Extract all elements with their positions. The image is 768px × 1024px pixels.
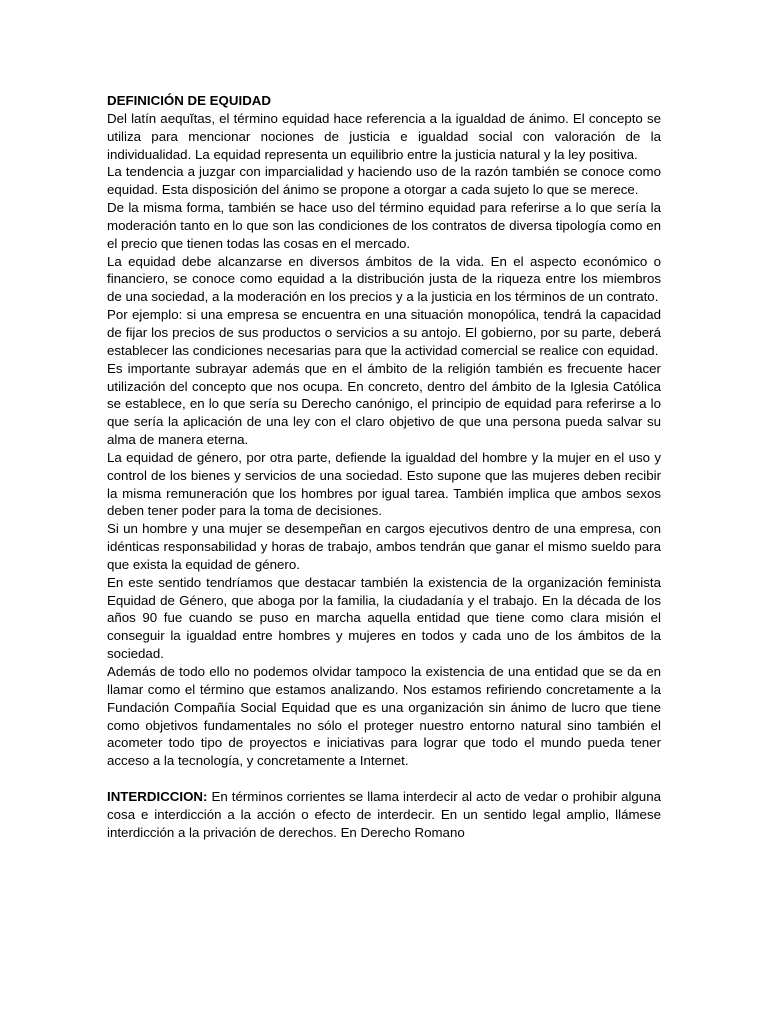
paragraph: Además de todo ello no podemos olvidar tampoco la existencia de una entidad que se da en llamar como el término que estamos analizando. Nos estamos refiriendo concretamente a la Fundación Compañía Social Equidad que es una organización sin ánimo de lucro que tiene como objetivos fundamentales no sólo el proteger nuestro entorno natural sino también el acometer todo tipo de proyectos e iniciativas para lograr que todo el mundo pueda tener acceso a la tecnología, y concretamente a Internet. (107, 664, 661, 769)
paragraph-spacer (107, 770, 661, 788)
section-heading-equidad: DEFINICIÓN DE EQUIDAD (107, 93, 272, 108)
interdiccion-text: En términos corrientes se llama interdecir al acto de vedar o prohibir alguna cosa e interdicción a la acción o efecto de interdecir. En un sentido legal amplio, llámese interdicción a la privación de derechos. En Derecho Romano (107, 789, 661, 840)
paragraph: La tendencia a juzgar con imparcialidad y haciendo uso de la razón también se conoce como equidad. Esta disposición del ánimo se propone a otorgar a cada sujeto lo que se merece. (107, 164, 661, 198)
document-page (107, 92, 661, 842)
paragraph: Por ejemplo: si una empresa se encuentra en una situación monopólica, tendrá la capacidad de fijar los precios de sus productos o servicios a su antojo. El gobierno, por su parte, deberá establecer las condiciones necesarias para que la actividad comercial se realice con equidad. (107, 307, 661, 358)
term-interdiccion: INTERDICCION: (107, 789, 208, 805)
paragraph: La equidad de género, por otra parte, defiende la igualdad del hombre y la mujer en el uso y control de los bienes y servicios de una sociedad. Esto supone que las mujeres deben recibir la misma remuneración que los hombres por igual tarea. También implica que ambos sexos deben tener poder para la toma de decisiones. (107, 449, 661, 519)
paragraph: La equidad debe alcanzarse en diversos ámbitos de la vida. En el aspecto económico o financiero, se conoce como equidad a la distribución justa de la riqueza entre los miembros de una sociedad, a la moderación en los precios y a la justicia en los términos de un contrato. (107, 253, 661, 305)
paragraph: De la misma forma, también se hace uso del término equidad para referirse a lo que sería la moderación tanto en lo que son las condiciones de los contratos de diversa tipología como en el precio que tienen todas las cosas en el mercado. (107, 200, 661, 251)
paragraph-interdiccion (107, 788, 661, 842)
paragraph: Si un hombre y una mujer se desempeñan en cargos ejecutivos dentro de una empresa, con idénticas responsabilidad y horas de trabajo, ambos tendrán que ganar el mismo sueldo para que exista la equidad de género. (107, 521, 661, 572)
paragraph: Del latín aequĭtas, el término equidad hace referencia a la igualdad de ánimo. El concepto se utiliza para mencionar nociones de justicia e igualdad social con valoración de la individualidad. La equidad representa un equilibrio entre la justicia natural y la ley positiva. (107, 110, 661, 162)
paragraph: En este sentido tendríamos que destacar también la existencia de la organización feminista Equidad de Género, que aboga por la familia, la ciudadanía y el trabajo. En la década de los años 90 fue cuando se puso en marcha aquella entidad que tiene como clara misión el conseguir la igualdad entre hombres y mujeres en todos y cada uno de los ámbitos de la sociedad. (107, 574, 661, 662)
paragraph: Es importante subrayar además que en el ámbito de la religión también es frecuente hacer utilización del concepto que nos ocupa. En concreto, dentro del ámbito de la Iglesia Católica se establece, en lo que sería su Derecho canónigo, el principio de equidad para referirse a lo que sería la aplicación de una ley con el claro objetivo de que una persona pueda salvar su alma de manera eterna. (107, 360, 661, 448)
